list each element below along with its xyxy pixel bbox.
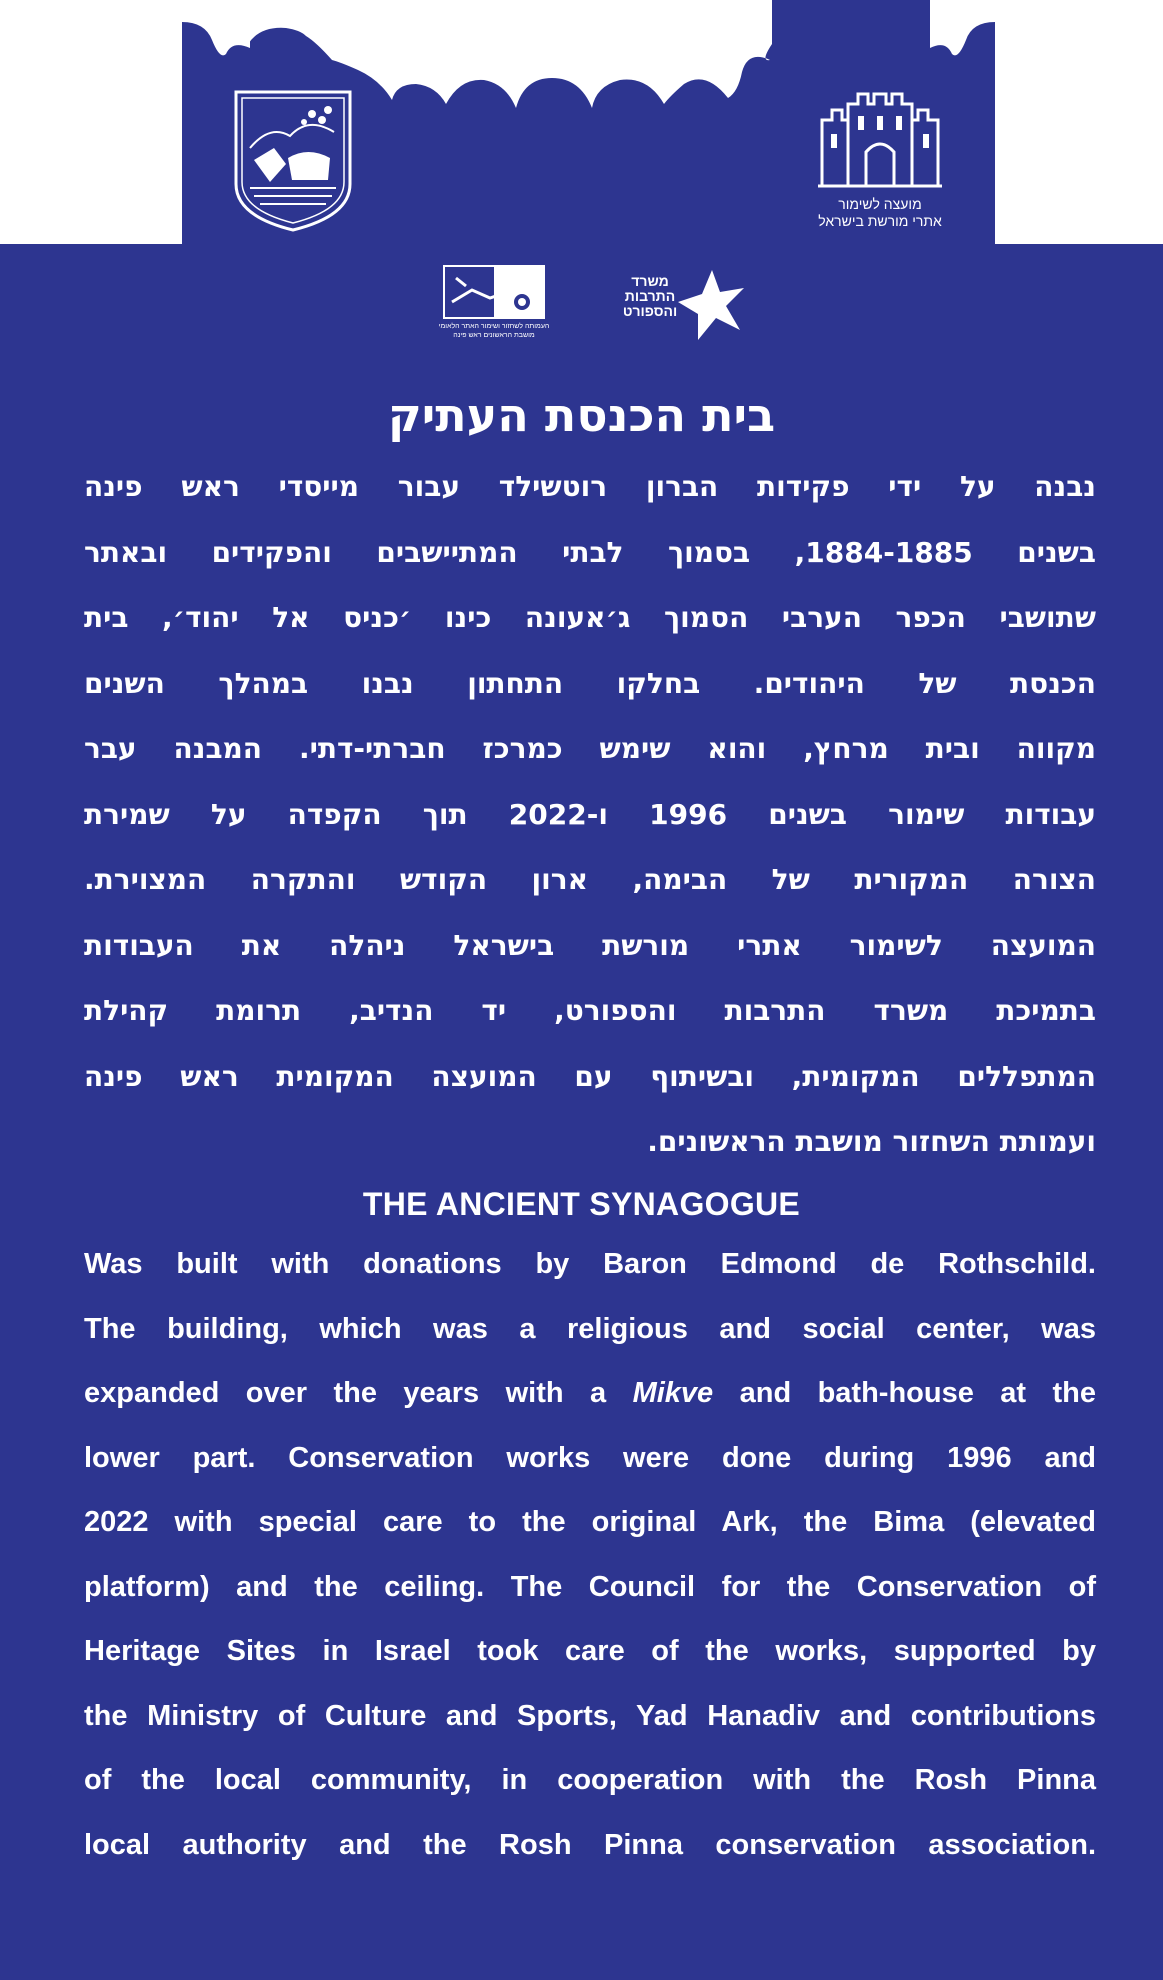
english-line-part: and bath-house at the <box>739 1377 1096 1409</box>
hebrew-line: המועצה לשימור אתרי מורשת בישראל ניהלה את העבודות <box>84 928 1096 962</box>
ministry-caption-line: והספורט <box>622 303 678 319</box>
ministry-star-icon <box>678 268 748 342</box>
hebrew-line: הכנסת של היהודים. בחלקו התחתון נבנו במהלך השנים <box>84 666 1096 700</box>
english-line: 2022 with special care to the original Ark, the Bima (elevated <box>84 1506 1096 1538</box>
english-line: platform) and the ceiling. The Council for the Conservation of <box>84 1570 1096 1603</box>
english-line: the Ministry of Culture and Sports, Yad Hanadiv and contributions <box>84 1699 1096 1732</box>
hebrew-line: שתושבי הכפר הערבי הסמוך ג׳אעונה כינו ׳כניס אל יהוד׳, בית <box>84 601 1096 634</box>
hebrew-line: בשנים 1884-1885, בסמוך לבתי המתיישבים והפקידים ובאתר <box>84 535 1096 569</box>
hebrew-body <box>84 454 1096 1175</box>
english-line-with-italic <box>84 1361 1096 1426</box>
english-line-part: expanded over the years with a <box>84 1377 607 1409</box>
english-line: local authority and the Rosh Pinna conservation association. <box>84 1828 1096 1861</box>
conservation-council-building-icon <box>818 86 942 190</box>
english-line: of the local community, in cooperation with the Rosh Pinna <box>84 1764 1096 1796</box>
restoration-association-logo-icon <box>442 264 546 320</box>
crenellated-header-band <box>0 0 1163 260</box>
english-line: lower part. Conservation works were done during 1996 and <box>84 1441 1096 1474</box>
restoration-caption-line: מושבת הראשונים ראש פינה <box>453 332 535 339</box>
regional-council-emblem-icon <box>230 88 356 234</box>
ministry-caption-line: התרבות <box>624 288 676 304</box>
hebrew-line: עבודות שימור בשנים 1996 ו-2022 תוך הקפדה על שמירת <box>84 797 1096 831</box>
english-line: Heritage Sites in Israel took care of the works, supported by <box>84 1635 1096 1667</box>
english-line: The building, which was a religious and social center, was <box>84 1312 1096 1345</box>
hebrew-line: ועמותת השחזור מושבת הראשונים. <box>647 1125 1096 1158</box>
english-title: THE ANCIENT SYNAGOGUE <box>362 1186 801 1222</box>
english-line: Was built with donations by Baron Edmond de Rothschild. <box>84 1248 1096 1280</box>
italic-word-mikve: Mikve <box>632 1377 714 1409</box>
hebrew-line: מקווה ובית מרחץ, והוא שימש כמרכז חברתי-דתי. המבנה עבר <box>84 732 1096 765</box>
council-caption-line: מועצה לשימור <box>838 196 922 212</box>
council-caption <box>790 196 970 230</box>
hebrew-line: נבנה על ידי פקידות הברון רוטשילד עבור מייסדי ראש פינה <box>84 470 1096 503</box>
restoration-caption-line: העמותה לשחזור ושימור האתר הלאומי <box>438 323 550 330</box>
restoration-association-caption <box>420 322 568 340</box>
hebrew-line: הצורה המקורית של הבימה, ארון הקודש והתקרה המצוירת. <box>84 863 1096 896</box>
hebrew-line: המתפללים המקומית, ובשיתוף עם המועצה המקומית ראש פינה <box>84 1059 1096 1093</box>
english-body <box>84 1232 1096 1877</box>
council-caption-line: אתרי מורשת בישראל <box>818 213 942 229</box>
hebrew-title: בית הכנסת העתיק <box>387 388 776 442</box>
hebrew-line: בתמיכת משרד התרבות והספורט, יד הנדיב, תרומת קהילת <box>84 994 1096 1027</box>
ministry-caption <box>618 274 682 319</box>
ministry-caption-line: משרד <box>631 273 669 289</box>
